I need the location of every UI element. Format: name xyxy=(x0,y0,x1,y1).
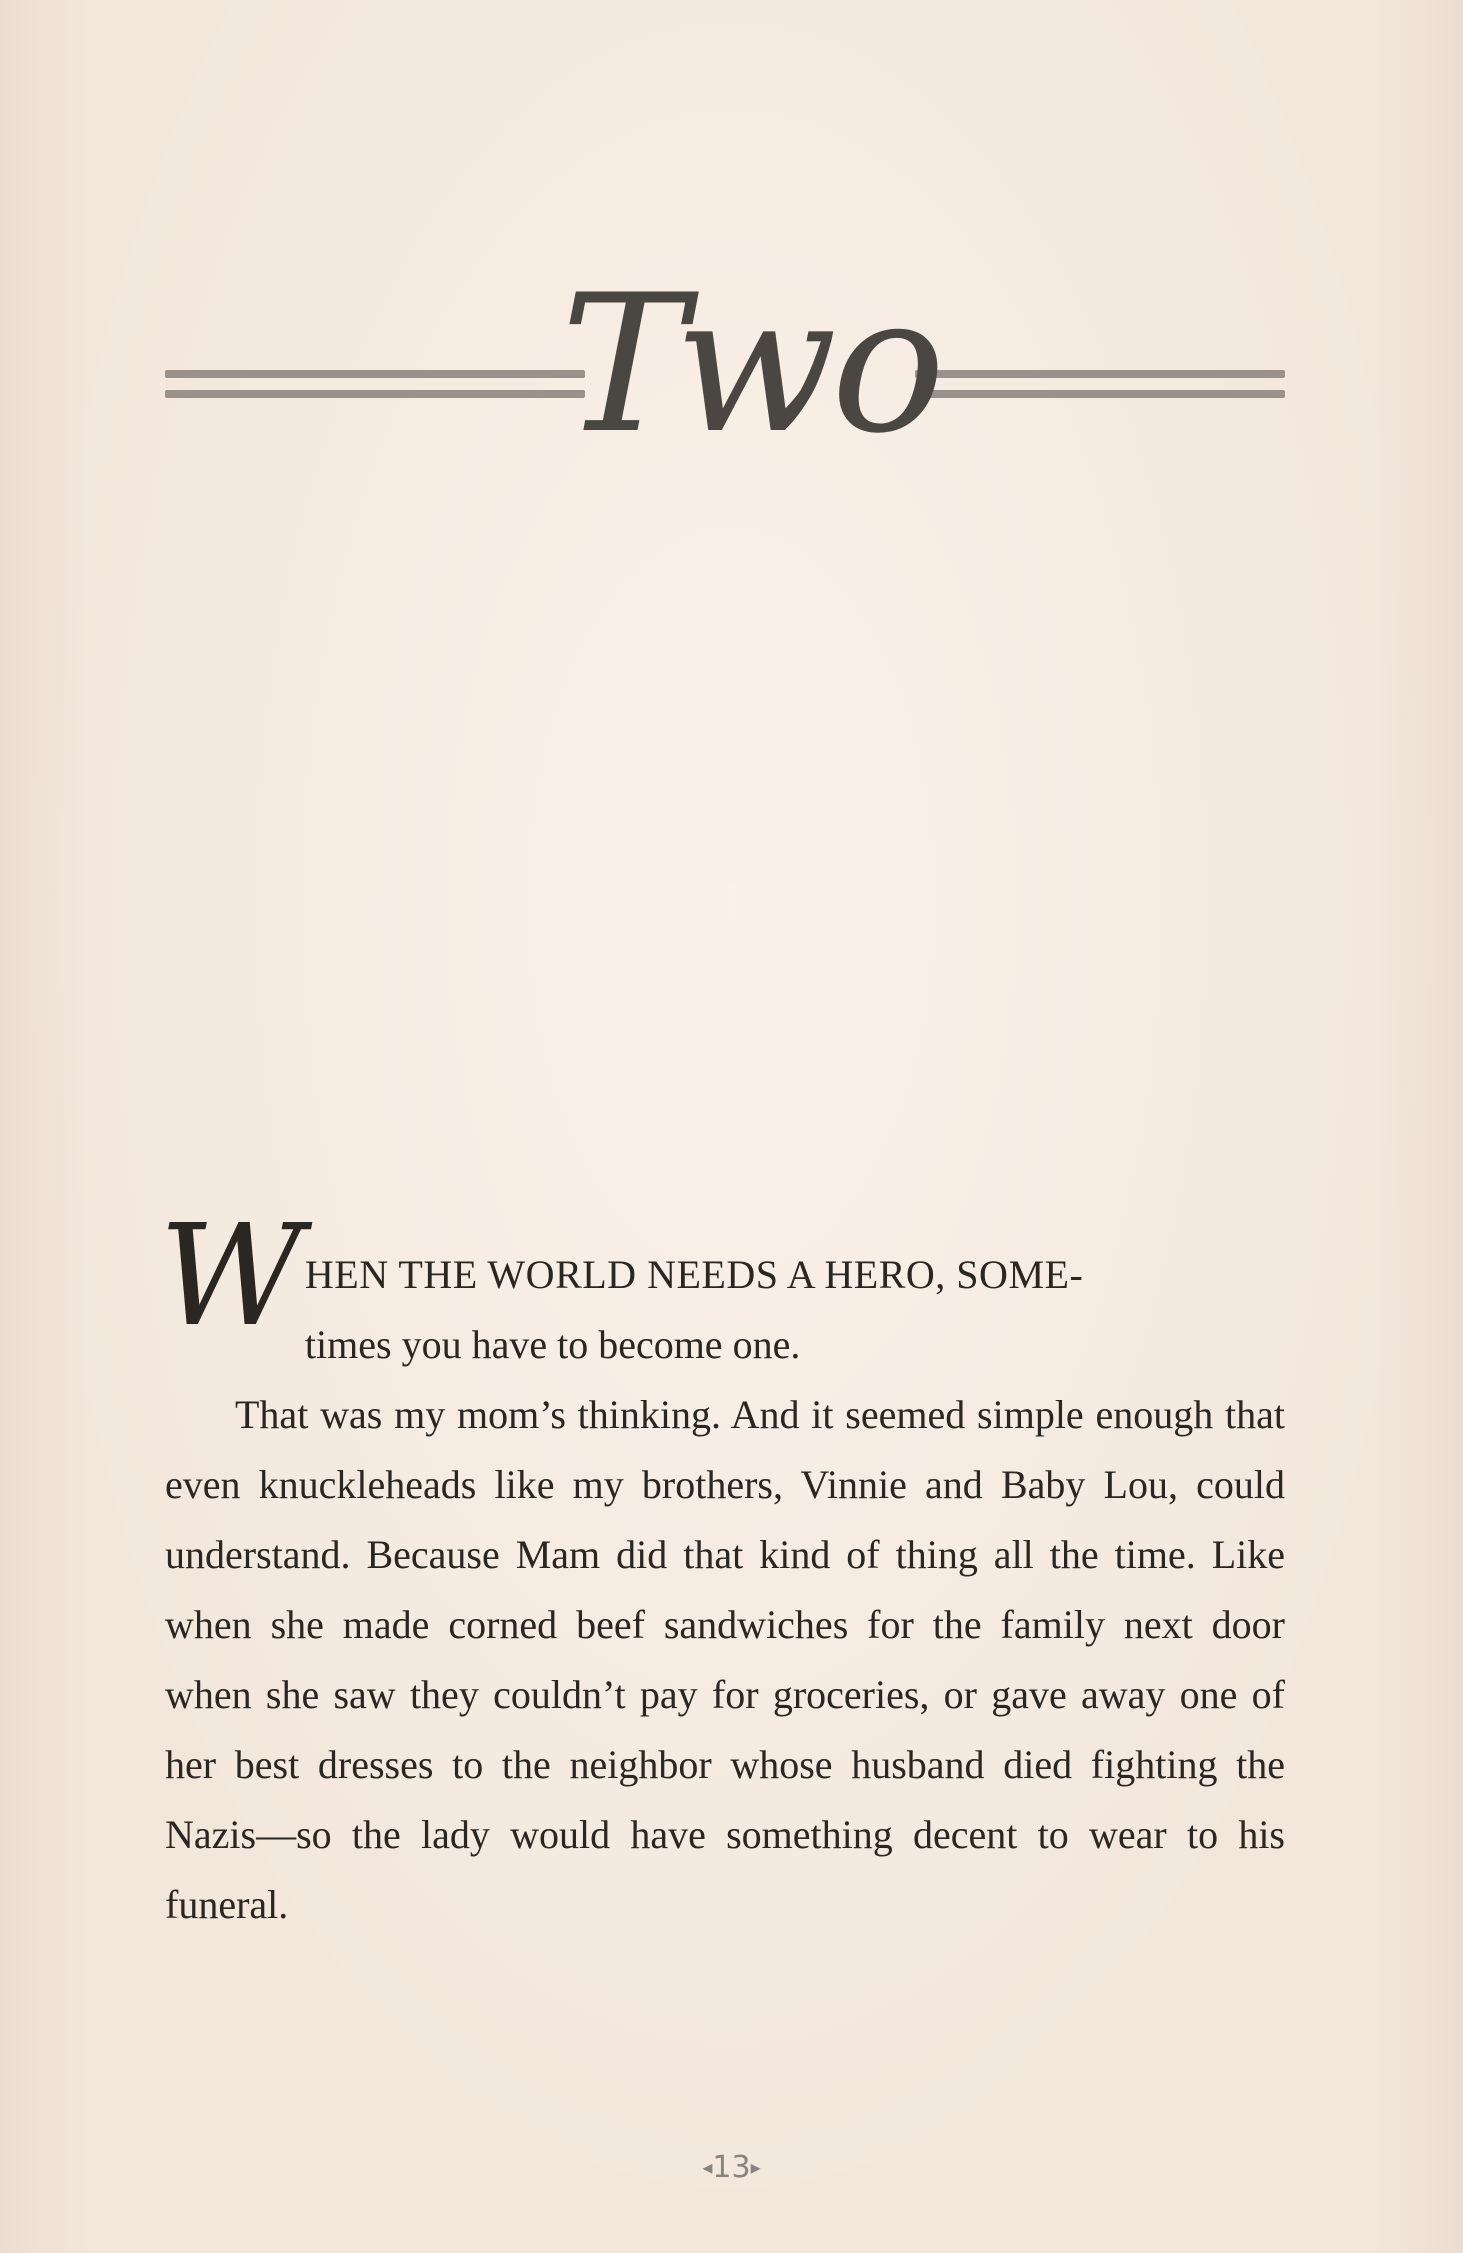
opening-paragraph xyxy=(159,1195,1285,1380)
page-number: 13 xyxy=(712,2150,751,2185)
left-ornament-icon: ◂ xyxy=(702,2155,713,2179)
page-number-footer xyxy=(0,2150,1463,2185)
paragraph: That was my mom’s thinking. And it seemed simple enough that even knuckleheads like my brothers, Vinnie and Baby Lou, could understand. Because Mam did that kind of thing all the time. Like when she made corned beef sandwiches for the family next door when she saw they couldn’t pay for groceries, or gave away one of her best dresses to the neighbor whose husband died fighting the Nazis—so the lady would have something decent to wear to his funeral. xyxy=(165,1392,1285,1927)
heading-rule-left-bottom xyxy=(165,390,585,398)
chapter-title: Two xyxy=(560,254,940,475)
drop-cap: W xyxy=(159,1195,303,1358)
heading-rule-right-bottom xyxy=(915,390,1285,398)
right-ornament-icon: ▸ xyxy=(750,2155,761,2179)
chapter-heading xyxy=(165,230,1285,500)
heading-rule-left-top xyxy=(165,370,585,378)
heading-rule-right-top xyxy=(915,370,1285,378)
chapter-text xyxy=(159,1195,1285,1940)
opening-caps: HEN THE WORLD NEEDS A HERO, SOME- xyxy=(304,1252,1084,1297)
opening-rest: times you have to become one. xyxy=(304,1322,801,1367)
